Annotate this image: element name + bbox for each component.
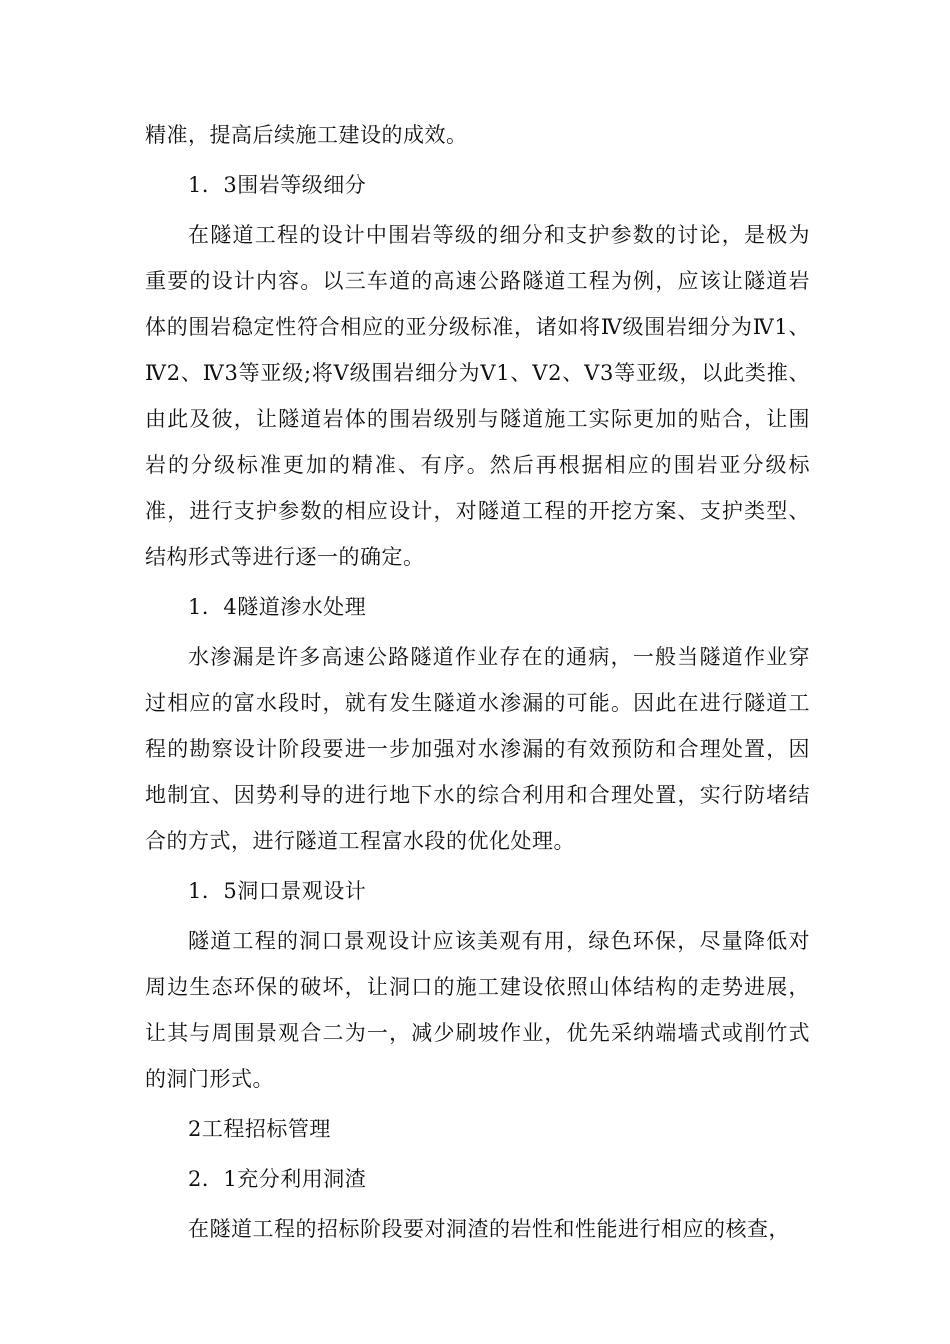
- document-body: [145, 112, 810, 1252]
- section-heading-1-3: 1．3围岩等级细分: [188, 173, 367, 197]
- section-heading-1-4: 1．4隧道渗水处理: [188, 595, 367, 619]
- section-heading-1-5: 1．5洞口景观设计: [188, 879, 367, 903]
- section-heading-2-1: 2．1充分利用洞渣: [188, 1167, 367, 1191]
- paragraph-rock-grading: 在隧道工程的设计中围岩等级的细分和支护参数的讨论，是极为重要的设计内容。以三车道的高速公路隧道工程为例，应该让隧道岩体的围岩稳定性符合相应的亚分级标准，诸如将Ⅳ级围岩细分为Ⅳ1、Ⅳ2、Ⅳ3等亚级;将Ⅴ级围岩细分为Ⅴ1、Ⅴ2、Ⅴ3等亚级，以此类推、由此及彼，让隧道岩体的围岩级别与隧道施工实际更加的贴合，让围岩的分级标准更加的精准、有序。然后再根据相应的围岩亚分级标准，进行支护参数的相应设计，对隧道工程的开挖方案、支护类型、结构形式等进行逐一的确定。: [145, 223, 810, 569]
- paragraph-water-seepage: 水渗漏是许多高速公路隧道作业存在的通病，一般当隧道作业穿过相应的富水段时，就有发生隧道水渗漏的可能。因此在进行隧道工程的勘察设计阶段要进一步加强对水渗漏的有效预防和合理处置，因地制宜、因势利导的进行地下水的综合利用和合理处置，实行防堵结合的方式，进行隧道工程富水段的优化处理。: [145, 645, 810, 853]
- section-heading-2: 2工程招标管理: [188, 1117, 331, 1141]
- paragraph-portal-landscape: 隧道工程的洞口景观设计应该美观有用，绿色环保，尽量降低对周边生态环保的破坏，让洞口的施工建设依照山体结构的走势进展，让其与周围景观合二为一，减少刷坡作业，优先采纳端墙式或削竹式的洞门形式。: [145, 929, 810, 1091]
- paragraph-tunnel-ballast: 在隧道工程的招标阶段要对洞渣的岩性和性能进行相应的核查，: [188, 1217, 790, 1241]
- paragraph-continuation: 精准，提高后续施工建设的成效。: [145, 123, 468, 147]
